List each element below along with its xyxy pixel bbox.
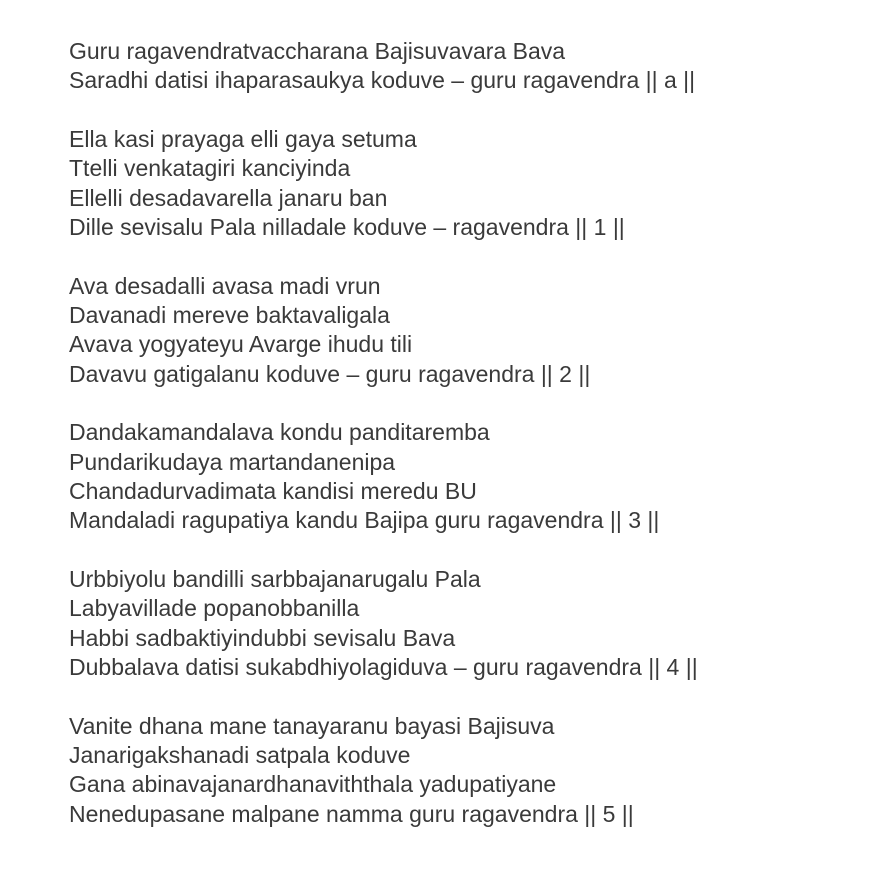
lyric-line: Nenedupasane malpane namma guru ragavendra || 5 || — [69, 800, 634, 827]
lyric-line: Labyavillade popanobbanilla — [69, 595, 360, 622]
lyric-line: Davavu gatigalanu koduve – guru ragavendra || 2 || — [69, 360, 591, 387]
stanza-5 — [69, 712, 859, 829]
stanza-1 — [69, 125, 859, 242]
lyric-line: Avava yogyateyu Avarge ihudu tili — [69, 331, 413, 358]
lyric-line: Mandaladi ragupatiya kandu Bajipa guru ragavendra || 3 || — [69, 507, 660, 534]
stanza-2 — [69, 272, 859, 389]
lyric-line: Ava desadalli avasa madi vrun — [69, 272, 381, 299]
lyric-line: Ttelli venkatagiri kanciyinda — [69, 155, 351, 182]
lyric-line: Ella kasi prayaga elli gaya setuma — [69, 126, 417, 153]
lyric-line: Ellelli desadavarella janaru ban — [69, 184, 388, 211]
lyric-line: Urbbiyolu bandilli sarbbajanarugalu Pala — [69, 566, 481, 593]
lyric-line: Gana abinavajanardhanaviththala yadupatiyane — [69, 771, 557, 798]
lyric-line: Dubbalava datisi sukabdhiyolagiduva – guru ragavendra || 4 || — [69, 654, 698, 681]
lyric-line: Janarigakshanadi satpala koduve — [69, 742, 411, 769]
lyrics-document — [69, 37, 859, 859]
stanza-4 — [69, 565, 859, 682]
stanza-3 — [69, 418, 859, 535]
lyric-line: Dandakamandalava kondu panditaremba — [69, 419, 490, 446]
lyric-line: Pundarikudaya martandanenipa — [69, 448, 396, 475]
lyric-line: Guru ragavendratvaccharana Bajisuvavara Bava — [69, 38, 566, 64]
lyric-line: Chandadurvadimata kandisi meredu BU — [69, 478, 477, 505]
lyric-line: Dille sevisalu Pala nilladale koduve – ragavendra || 1 || — [69, 213, 625, 240]
lyric-line: Saradhi datisi ihaparasaukya koduve – guru ragavendra || a || — [69, 67, 696, 94]
stanza-refrain — [69, 37, 859, 96]
lyric-line: Davanadi mereve baktavaligala — [69, 302, 390, 329]
lyric-line: Vanite dhana mane tanayaranu bayasi Bajisuva — [69, 712, 555, 739]
lyric-line: Habbi sadbaktiyindubbi sevisalu Bava — [69, 624, 456, 651]
